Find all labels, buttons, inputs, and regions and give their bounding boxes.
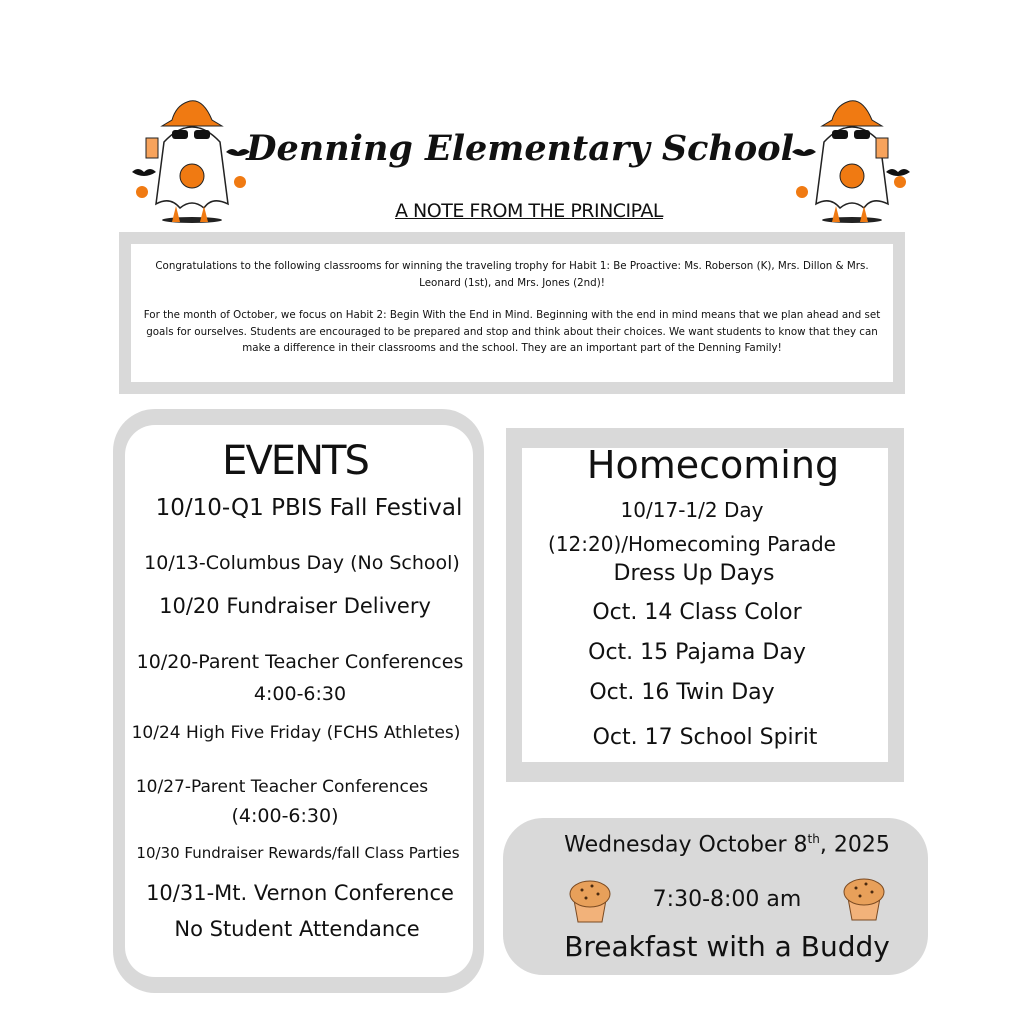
- homecoming-line: Oct. 17 School Spirit: [592, 725, 818, 750]
- homecoming-line: Dress Up Days: [613, 561, 775, 586]
- events-heading: EVENTS: [222, 438, 368, 484]
- event-item: 4:00-6:30: [253, 683, 347, 705]
- principal-note: [119, 232, 905, 394]
- homecoming-line: 10/17-1/2 Day: [620, 498, 764, 522]
- event-item: No Student Attendance: [174, 917, 420, 941]
- event-item: 10/31-Mt. Vernon Conference: [146, 881, 454, 905]
- muffin-icon: [568, 878, 612, 924]
- homecoming-line: (12:20)/Homecoming Parade: [548, 532, 836, 556]
- homecoming-line: Oct. 15 Pajama Day: [588, 640, 806, 665]
- breakfast-year: , 2025: [819, 832, 890, 858]
- event-item: 10/20-Parent Teacher Conferences: [136, 651, 464, 673]
- homecoming-line: Oct. 14 Class Color: [592, 600, 802, 625]
- breakfast-date: [564, 832, 890, 857]
- event-item: 10/24 High Five Friday (FCHS Athletes): [131, 723, 461, 743]
- event-item: 10/30 Fundraiser Rewards/fall Class Parties: [136, 844, 460, 862]
- muffin-icon: [842, 876, 886, 922]
- homecoming-line: Oct. 16 Twin Day: [589, 680, 775, 705]
- note-paragraph-congratulations: Congratulations to the following classrooms for winning the traveling trophy for Habit 1: Be Proactive: Ms. Roberson (K), Mrs. Dillon & Mrs. Leonard (1st), and Mrs. Jones (2nd)!: [155, 260, 869, 289]
- note-subtitle: A NOTE FROM THE PRINCIPAL: [395, 200, 663, 222]
- ghost-icon: [792, 92, 910, 224]
- event-item: (4:00-6:30): [231, 805, 339, 827]
- breakfast-date-suffix: th: [807, 832, 820, 846]
- breakfast-date-text: Wednesday October 8: [564, 832, 808, 858]
- school-title: Denning Elementary School: [246, 128, 794, 169]
- note-paragraph-habit: For the month of October, we focus on Habit 2: Begin With the End in Mind. Beginning with the end in mind means that we plan ahead and set goals for ourselves. Students are encouraged to be prepared and stop and think about their choices. We want students to know that they can make a difference in their classrooms and the school. They are an important part of the Denning Family!: [143, 309, 881, 354]
- homecoming-heading: Homecoming: [586, 443, 840, 487]
- event-item: 10/10-Q1 PBIS Fall Festival: [155, 495, 463, 521]
- ghost-icon: [132, 92, 250, 224]
- breakfast-time: 7:30-8:00 am: [652, 887, 802, 912]
- breakfast-title: Breakfast with a Buddy: [564, 930, 890, 963]
- event-item: 10/20 Fundraiser Delivery: [159, 594, 431, 618]
- event-item: 10/27-Parent Teacher Conferences: [135, 777, 429, 797]
- event-item: 10/13-Columbus Day (No School): [144, 552, 460, 574]
